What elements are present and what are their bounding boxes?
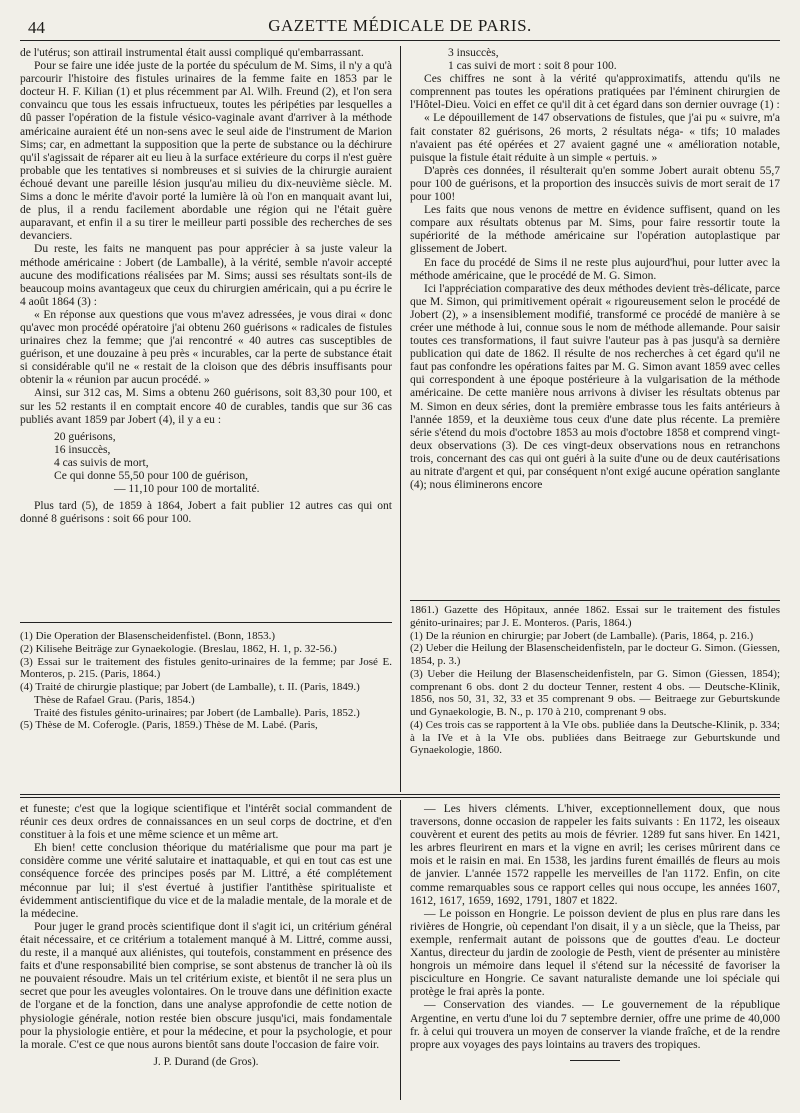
paragraph: Les faits que nous venons de mettre en évidence suffisent, quand on les compare aux résultats obtenus par M. Sims, pour faire ressortir toute la supériorité de la méthode américaine sur l'opération autoplastique par glissement de Jobert.: [410, 204, 780, 256]
column-divider: [400, 46, 401, 792]
footnote: (1) Die Operation der Blasenscheidenfistel. (Bonn, 1853.): [20, 630, 276, 642]
stat-line: — 11,10 pour 100 de mortalité.: [114, 483, 260, 496]
quotation: « Le dépouillement de 147 observations de fistules, que j'ai pu « suivre, m'a fait constater 82 guérisons, 26 morts, 2 résultats néga- « tifs; 10 malades n'avaient pas été opérées et 27 avaient gagné une « amélioration notable, puisque la fistule était réduite à un simple « pertuis. »: [410, 112, 780, 164]
paragraph: En face du procédé de Sims il ne reste plus aujourd'hui, pour lutter avec la méthode américaine, que le procédé de M. G. Simon.: [410, 256, 780, 282]
author-signature: J. P. Durand (de Gros).: [153, 1055, 259, 1068]
paragraph: Pour juger le grand procès scientifique dont il s'agit ici, un critérium général était nécessaire, et ce critérium a totalement manqué à M. Littré, comme aussi, du reste, il a manqué aux aliénistes, qui toutefois, constamment en présence des faits et d'une responsabilité bien comprise, se sont abstenus de trancher là où ils ne pouvaient résoudre. Mais un tel critérium existe, et bientôt il ne sera plus un secret que pour les aveugles volontaires. On le trouve dans une définition exacte de l'organe et de la fonction, dans une analyse approfondie de cette notion de physiologie générale, notion restée bien obscure jusqu'ici, mais fondamentale pour la physiologie entière, et pour la médecine, et pour la psychologie, et pour la morale. C'est ce que nous aurons bientôt sans doute l'occasion de faire voir.: [20, 920, 392, 1051]
footnote-separator: [410, 600, 780, 601]
paragraph: Ici l'appréciation comparative des deux méthodes devient très-délicate, parce que M. Simon, qui primitivement opérait « rigoureusement selon le procédé de Jobert (2), » a insensiblement modifié, transformé ce procédé de manière à se créer une méthode à lui, connue sous le nom de méthode allemande. Pour saisir toutes ces transformations, il faut suivre l'auteur pas à pas jusqu'à sa dernière publication qui date de 1862. Il résulte de nos recherches à cet égard qu'il ne faut pas confondre les opérations faites par M. G. Simon avant 1859 avec celles qui correspondent à une époque postérieure à la vulgarisation de la méthode américaine. De cette manière nous arrivons à diviser les résultats obtenus par M. Simon en deux séries, dont la première embrasse tous les faits antérieurs à l'année 1859, et la deuxième tous ceux d'une date plus récente. La première série s'étend du mois d'octobre 1853 au mois d'octobre 1858 et comprend vingt-deux observations (3). De ces vingt-deux observations nous en retranchons trois, concernant des cas qui ont guéri à la suite d'une ou de deux cautérisations au nitrate d'argent et qui, par conséquent n'ont exigé aucune opération sanglante (4); nous éliminerons encore: [410, 282, 780, 492]
stat-line: Ce qui donne 55,50 pour 100 de guérison,: [54, 470, 249, 482]
news-briefs-column: [410, 803, 780, 1103]
news-item: — Les hivers cléments. L'hiver, exceptionnellement doux, que nous traversons, donne occasion de rappeler les faits suivants : En 1172, les oiseaux couvèrent et eurent des petits au mois de février. 1289 fut sans hiver. En 1421, les arbres fleurirent en mars et la vigne en avril; les cerises mûrirent dans ce mois et le raisin en mai. En 1538, les jardins furent émaillés de fleurs au mois de janvier. L'année 1572 rappelle les merveilles de l'an 1172. Enfin, on cite comme remarquables sous ce rapport celles qui nous occupe, les années 1607, 1612, 1617, 1659, 1692, 1791, 1807 et 1822.: [410, 803, 780, 907]
paragraph: Du reste, les faits ne manquent pas pour apprécier à sa juste valeur la méthode américaine : Jobert (de Lamballe), à la vérité, semble n'avoir accepté aucune des modifications réalisées par M. Sims; aussi ses résultats sont-ils de beaucoup moins avantageux que ceux du chirurgien américain, qui a pu écrire le 4 août 1864 (3) :: [20, 243, 392, 308]
journal-title: GAZETTE MÉDICALE DE PARIS.: [268, 16, 532, 35]
section-separator: [20, 794, 780, 795]
footnote: Traité des fistules génito-urinaires; par Jobert (de Lamballe). Paris, 1852.): [34, 706, 360, 719]
footnote: (4) Traité de chirurgie plastique; par Jobert (de Lamballe), t. II. (Paris, 1849.): [20, 681, 360, 693]
footnote: (2) Kilisehe Beiträge zur Gynaekologie. (Breslau, 1862, H. 1, p. 32-56.): [20, 642, 337, 655]
quotation: « En réponse aux questions que vous m'avez adressées, je vous dirai « donc qu'avec mon procédé opératoire j'ai obtenu 260 guérisons « radicales de fistules urinaires chez la femme; que j'ai rencontré « 40 autres cas susceptibles de guérison, et une douzaine à peu près « incurables, car la perte de substance était si considérable qu'il ne « restait de la cloison que des débris insuffisants pour obtenir la « réunion par aucun procédé. »: [20, 308, 392, 387]
jobert-statistics: [34, 431, 392, 496]
page-number: 44: [28, 18, 45, 37]
paragraph: D'après ces données, il résulterait qu'en somme Jobert aurait obtenu 55,7 pour 100 de guérisons, et la proportion des insuccès suivis de mort serait de 17 pour 100!: [410, 164, 780, 204]
footnote: (3) Essai sur le traitement des fistules genito-urinaires de la femme; par José E. Monteros, p. 215. (Paris, 1864.): [20, 655, 392, 681]
paragraph: Ainsi, sur 312 cas, M. Sims a obtenu 260 guérisons, soit 83,30 pour 100, et sur les 52 restants il en comptait encore 40 de curables, tandis que sur 36 cas publiés avant 1859 par Jobert (4), il y a eu :: [20, 387, 392, 426]
footnote: 1861.) Gazette des Hôpitaux, année 1862. Essai sur le traitement des fistules génito-urinaires; par J. E. Monteros. (Paris, 1864.): [410, 604, 780, 629]
article-right-column: [410, 47, 780, 594]
footnote: (4) Ces trois cas se rapportent à la VIe obs. publiée dans la Deutsche-Klinik, p. 334; à la IVe et à la VIe obs. publiées dans Beitraege zur Geburtskunde und Gynaekologie, 1860.: [410, 718, 780, 757]
stat-line: 1 cas suivi de mort : soit 8 pour 100.: [448, 60, 617, 73]
stat-line: 16 insuccès,: [54, 443, 111, 456]
footnote: Thèse de Rafael Grau. (Paris, 1854.): [34, 693, 195, 706]
footnotes-left: [20, 630, 392, 790]
lower-left-column: [20, 803, 392, 1103]
paragraph: Ces chiffres ne sont à la vérité qu'approximatifs, attendu qu'ils ne comprennent pas toutes les opérations pratiquées par l'éminent chirurgien de l'Hôtel-Dieu. Voici en effet ce qu'il dit à cet égard dans son dernier ouvrage (1) :: [410, 73, 780, 112]
paragraph: Plus tard (5), de 1859 à 1864, Jobert a fait publier 12 autres cas qui ont donné 8 guérisons : soit 66 pour 100.: [20, 500, 392, 526]
footnote: (2) Ueber die Heilung der Blasenscheidenfisteln, par le docteur G. Simon. (Giessen, 1854, p. 3.): [410, 642, 780, 667]
page-header: [20, 14, 780, 41]
paragraph: de l'utérus; son attirail instrumental était aussi compliqué qu'embarrassant.: [20, 47, 364, 59]
stat-line: 20 guérisons,: [54, 430, 116, 443]
news-item: — Le poisson en Hongrie. Le poisson devient de plus en plus rare dans les rivières de Hongrie, où cependant l'on disait, il y a un siècle, que la Theiss, par exemple, renfermait autant de poissons que de gouttes d'eau. Le docteur Xantus, directeur du jardin de zoologie de Pesth, vient de présenter au ministère hongrois un mémoire dans lequel il s'étend sur la nécessité de favoriser la pisciculture en Hongrie. Ce savant naturaliste demande une loi spéciale qui protège le frai après la ponte.: [410, 907, 780, 999]
news-item: — Conservation des viandes. — Le gouvernement de la république Argentine, en vertu d'une loi du 7 septembre dernier, offre une prime de 40,000 fr. à celui qui trouvera un moyen de conserver la viande fraîche, et de la rendre propre aux voyages des pays lointains au travers des tropiques.: [410, 999, 780, 1051]
footnotes-right: [410, 604, 780, 790]
footnote-separator: [20, 622, 392, 623]
footnote: (3) Ueber die Heilung der Blasenscheidenfisteln, par G. Simon (Giessen, 1854); comprenant 6 obs. dont 2 du docteur Tenner, restent 4 obs. — Deutsche-Klinik, 1856, nos 50, 31, 32, 33 et 35 comprenant 9 obs. — Beitraege zur Geburtskunde und Gynaekologie, B. N., p. 170 à 210, comprenant 9 obs.: [410, 667, 780, 718]
paragraph: Eh bien! cette conclusion théorique du matérialisme que pour ma part je considère comme une vérité salutaire et inattaquable, et qui en tout cas est une conséquence forcée des principes posés par M. Littré, a été complétement méconnue par lui; il s'est évertué à justifier l'antithèse spiritualiste et évidemment antiscientifique du vice et de la maladie mentale, de la morale et de la médecine.: [20, 842, 392, 920]
end-rule: [570, 1060, 620, 1061]
section-separator: [20, 797, 780, 798]
article-left-column: [20, 47, 392, 613]
column-divider: [400, 800, 401, 1100]
footnote: (5) Thèse de M. Coferogle. (Paris, 1859.) Thèse de M. Labé. (Paris,: [20, 719, 318, 732]
paragraph: et funeste; c'est que la logique scientifique et l'intérêt social commandent de réunir ces deux ordres de connaissances en un seul corps de doctrine, et d'en constituer à la fois et une même science et un même art.: [20, 803, 392, 842]
stat-line: 4 cas suivis de mort,: [54, 456, 149, 469]
stat-line: 3 insuccès,: [448, 47, 499, 59]
footnote: (1) De la réunion en chirurgie; par Jobert (de Lamballe). (Paris, 1864, p. 216.): [410, 629, 754, 642]
paragraph: Pour se faire une idée juste de la portée du spéculum de M. Sims, il n'y a qu'à parcourir l'histoire des fistules urinaires de la femme faite en 1853 par le docteur H. F. Kilian (1) et plus récemment par Al. Wilh. Freund (2), et l'on sera convaincu que tous les essais infructueux, toutes les péripéties par lesquelles a dû passer l'opération de la fistule vésico-vaginale avant d'arriver à la méthode américaine auraient été un non-sens avec le seul aide de l'instrument de Marion Sims; car, en admettant la supposition que la perte de substance ou la déchirure qu'il s'agissait de réparer ait eu lieu à la surface extérieure du corps il n'est guère probable que les tentatives si nombreuses et si suivies de la chirurgie auraient échoué devant une pareille lésion jusqu'au milieu du dix-neuvième siècle. M. Sims a donc le mérite d'avoir porté la lumière là où l'on en manquait avant lui, de plus, il a rendu facilement abordable une région qui ne l'était guère auparavant, et enfin il a su tirer le meilleur parti possible des recherches de ses devanciers.: [20, 60, 392, 243]
